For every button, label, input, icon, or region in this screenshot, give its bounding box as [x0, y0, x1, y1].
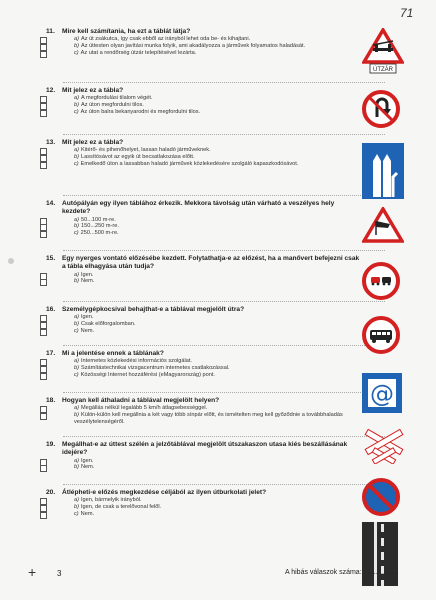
question-text: Átlépheti-e előzés megkezdése céljából az ilyen útburkolati jelet?	[62, 489, 267, 496]
question-number: 16.	[46, 306, 56, 313]
option-text: 250...500 m-re.	[80, 230, 119, 237]
question-header	[46, 255, 382, 272]
answer-checkbox[interactable]	[40, 465, 47, 472]
answer-option	[62, 504, 382, 511]
answer-option	[62, 36, 382, 43]
option-text: Közösségi Internet hozzáférési (eMagyarország) pont.	[80, 371, 215, 378]
answer-option	[62, 161, 382, 168]
answer-option	[62, 102, 382, 109]
option-text: Nem.	[80, 327, 95, 334]
question-divider	[63, 301, 385, 302]
option-letter: a)	[74, 216, 79, 223]
answer-checkbox[interactable]	[40, 110, 47, 117]
answer-option	[62, 154, 382, 161]
question-divider	[63, 195, 385, 196]
option-text: Igen, de csak a terelővonal felől.	[80, 504, 162, 511]
question-block	[46, 441, 382, 471]
question-number: 11.	[46, 28, 55, 35]
option-letter: c)	[74, 371, 79, 378]
option-text: Az út zsákutca, így csak ebből az irányból lehet oda be- és kihajtani.	[80, 36, 251, 43]
option-letter: c)	[74, 230, 79, 237]
answer-option	[62, 43, 382, 50]
road-works-triangle-sign	[362, 28, 404, 79]
answer-checkbox[interactable]	[40, 512, 47, 519]
question-number: 13.	[46, 139, 56, 146]
crosshair-mark: +	[28, 564, 37, 580]
option-letter: b)	[74, 223, 79, 230]
option-text: Igen.	[80, 271, 94, 278]
option-text: Az úton balra bekanyarodni és megfordulni tilos.	[80, 108, 201, 115]
answer-option	[62, 328, 382, 335]
question-block	[46, 350, 382, 379]
option-text: Az úttesten olyan javítási munka folyik, ami akadályozza a járművek folyamatos haladását.	[80, 43, 306, 50]
answer-option	[62, 147, 382, 154]
question-divider	[63, 250, 385, 251]
option-letter: b)	[74, 321, 79, 328]
question-text: Hogyan kell áthaladni a táblával megjelölt helyen?	[62, 397, 220, 404]
answer-option	[62, 464, 382, 471]
page-number: 3	[57, 569, 62, 578]
option-text: Igen.	[80, 457, 94, 464]
option-letter: c)	[74, 160, 79, 167]
option-letter: a)	[74, 147, 79, 154]
question-header	[46, 350, 382, 358]
answer-option	[62, 95, 382, 102]
option-text: Számítástechnikai vizsgacentrum internetes csatlakozással.	[80, 365, 230, 372]
option-text: Igen.	[80, 314, 94, 321]
option-letter: c)	[74, 327, 79, 334]
question-header	[46, 139, 382, 147]
question-divider	[63, 345, 385, 346]
answer-checkbox[interactable]	[40, 373, 47, 380]
option-text: A megfordulási tilalom végét.	[80, 95, 153, 102]
answer-option	[62, 223, 382, 230]
question-header	[46, 200, 382, 217]
question-divider	[63, 82, 385, 83]
no-bus-sign	[362, 316, 400, 359]
question-block	[46, 200, 382, 237]
question-header	[46, 306, 382, 314]
answer-option	[62, 365, 382, 372]
road-marking-image	[362, 522, 398, 591]
no-parking-sign	[362, 478, 400, 521]
option-text: 150...250 m-re.	[80, 223, 119, 230]
option-letter: a)	[74, 271, 79, 278]
answer-option	[62, 412, 382, 426]
question-block	[46, 306, 382, 335]
option-letter: c)	[74, 510, 79, 517]
question-text: Személygépkocsival behajthat-e a táblával megjelölt útra?	[62, 306, 245, 313]
answer-checkbox[interactable]	[40, 329, 47, 336]
answer-option	[62, 458, 382, 465]
railway-crossing-sign	[362, 428, 406, 469]
question-number: 18.	[46, 397, 56, 404]
option-text: Nem.	[80, 278, 95, 285]
option-letter: a)	[74, 497, 79, 504]
option-letter: a)	[74, 358, 79, 365]
question-number: 14.	[46, 200, 56, 207]
question-header	[46, 489, 382, 497]
option-letter: a)	[74, 314, 79, 321]
question-text: Megállhat-e az úttest szélén a jelzőtáblával megjelölt útszakaszon utasa kiés beszállásának idejére?	[62, 441, 348, 457]
question-block	[46, 397, 382, 426]
punch-hole	[8, 258, 14, 264]
option-letter: b)	[74, 464, 79, 471]
question-number: 12.	[46, 87, 56, 94]
answer-option	[62, 321, 382, 328]
question-text: Mire kell számítania, ha ezt a táblát látja?	[62, 28, 191, 35]
question-header	[46, 441, 382, 458]
option-letter: a)	[74, 36, 79, 43]
no-overtaking-sign	[362, 262, 400, 305]
option-letter: b)	[74, 43, 79, 50]
svg-text:@: @	[370, 380, 394, 408]
option-letter: a)	[74, 457, 79, 464]
climbing-lane-sign	[362, 143, 404, 204]
question-header	[46, 397, 382, 405]
option-text: Internetes közlekedési információs szolgálat.	[80, 358, 192, 365]
question-divider	[63, 484, 385, 485]
question-header	[46, 87, 382, 95]
question-text: Autópályán egy ilyen táblához érkezik. Mekkora távolság után várható a veszélyes hely kezdete?	[62, 200, 335, 216]
answer-option	[62, 50, 382, 57]
option-letter: b)	[74, 365, 79, 372]
answer-option	[62, 511, 382, 518]
answer-option	[62, 109, 382, 116]
option-text: Nem.	[80, 464, 95, 471]
answer-option	[62, 405, 382, 412]
answer-option	[62, 217, 382, 224]
option-text: 50...100 m-re.	[80, 216, 116, 223]
option-letter: b)	[74, 504, 79, 511]
answer-option	[62, 272, 382, 279]
question-number: 19.	[46, 441, 56, 448]
option-letter: a)	[74, 405, 79, 412]
question-number: 20.	[46, 489, 56, 496]
option-text: Igen, bármelyik irányból.	[80, 497, 142, 504]
answer-checkbox[interactable]	[40, 231, 47, 238]
question-divider	[63, 392, 385, 393]
question-text: Mit jelez ez a tábla?	[62, 87, 124, 94]
question-header	[46, 28, 382, 36]
option-text: Lassítósávot az egyik út becsatlakozása előtt.	[80, 154, 195, 161]
option-letter: b)	[74, 154, 79, 161]
option-letter: b)	[74, 412, 79, 419]
wrong-answers-count-label: A hibás válaszok száma: ..................	[285, 569, 399, 576]
question-text: Egy nyerges vontató előzésébe kezdett. Folytathatja-e az előzést, ha a manővert befejezni csak a tábla elhagyása után tudja?	[62, 255, 360, 271]
answer-option	[62, 497, 382, 504]
answer-option	[62, 230, 382, 237]
question-number: 17.	[46, 350, 56, 357]
option-text: Külön-külön kell megállnia a két vagy több sínpár előtt, és ismételten meg kell győződnie a továbbhaladás veszélytelenségéről.	[74, 412, 343, 425]
question-block	[46, 255, 382, 285]
answer-option	[62, 358, 382, 365]
corner-page-mark: 71	[400, 6, 414, 20]
question-block	[46, 489, 382, 518]
option-letter: c)	[74, 108, 79, 115]
option-text: Csak előforgalomban.	[80, 321, 136, 328]
answer-checkbox[interactable]	[40, 162, 47, 169]
no-u-turn-sign	[362, 90, 400, 133]
answer-checkbox[interactable]	[40, 413, 47, 420]
option-letter: b)	[74, 102, 79, 109]
question-text: Mi a jelentése ennek a táblának?	[62, 350, 164, 357]
utzar-plate-text: ÚTZÁR	[373, 67, 393, 73]
crosswind-warning-sign	[362, 207, 404, 248]
question-divider	[63, 134, 385, 135]
answer-checkbox[interactable]	[40, 279, 47, 286]
option-letter: a)	[74, 95, 79, 102]
question-text: Mit jelez ez a tábla?	[62, 139, 124, 146]
option-text: Megállás nélkül legalább 5 km/h átlagsebességgel.	[80, 405, 208, 412]
question-block	[46, 87, 382, 116]
answer-option	[62, 278, 382, 285]
option-text: Nem.	[80, 510, 95, 517]
option-text: Az úton megfordulni tilos.	[80, 102, 144, 109]
question-block	[46, 139, 382, 168]
question-divider	[63, 436, 385, 437]
question-block	[46, 28, 382, 57]
answer-option	[62, 372, 382, 379]
option-text: Emelkedő úton a lassabban haladó járművek közlekedésére szolgáló kapaszkodósávot.	[80, 160, 299, 167]
option-text: Az utat a rendőrség útzár telepítésével lezárta.	[80, 49, 197, 56]
option-letter: c)	[74, 49, 79, 56]
question-number: 15.	[46, 255, 56, 262]
internet-access-sign	[362, 373, 402, 418]
option-letter: b)	[74, 278, 79, 285]
option-text: Kitérő- és pihenőhelyet, lassan haladó járműveknek.	[80, 147, 211, 154]
answer-option	[62, 314, 382, 321]
answer-checkbox[interactable]	[40, 51, 47, 58]
